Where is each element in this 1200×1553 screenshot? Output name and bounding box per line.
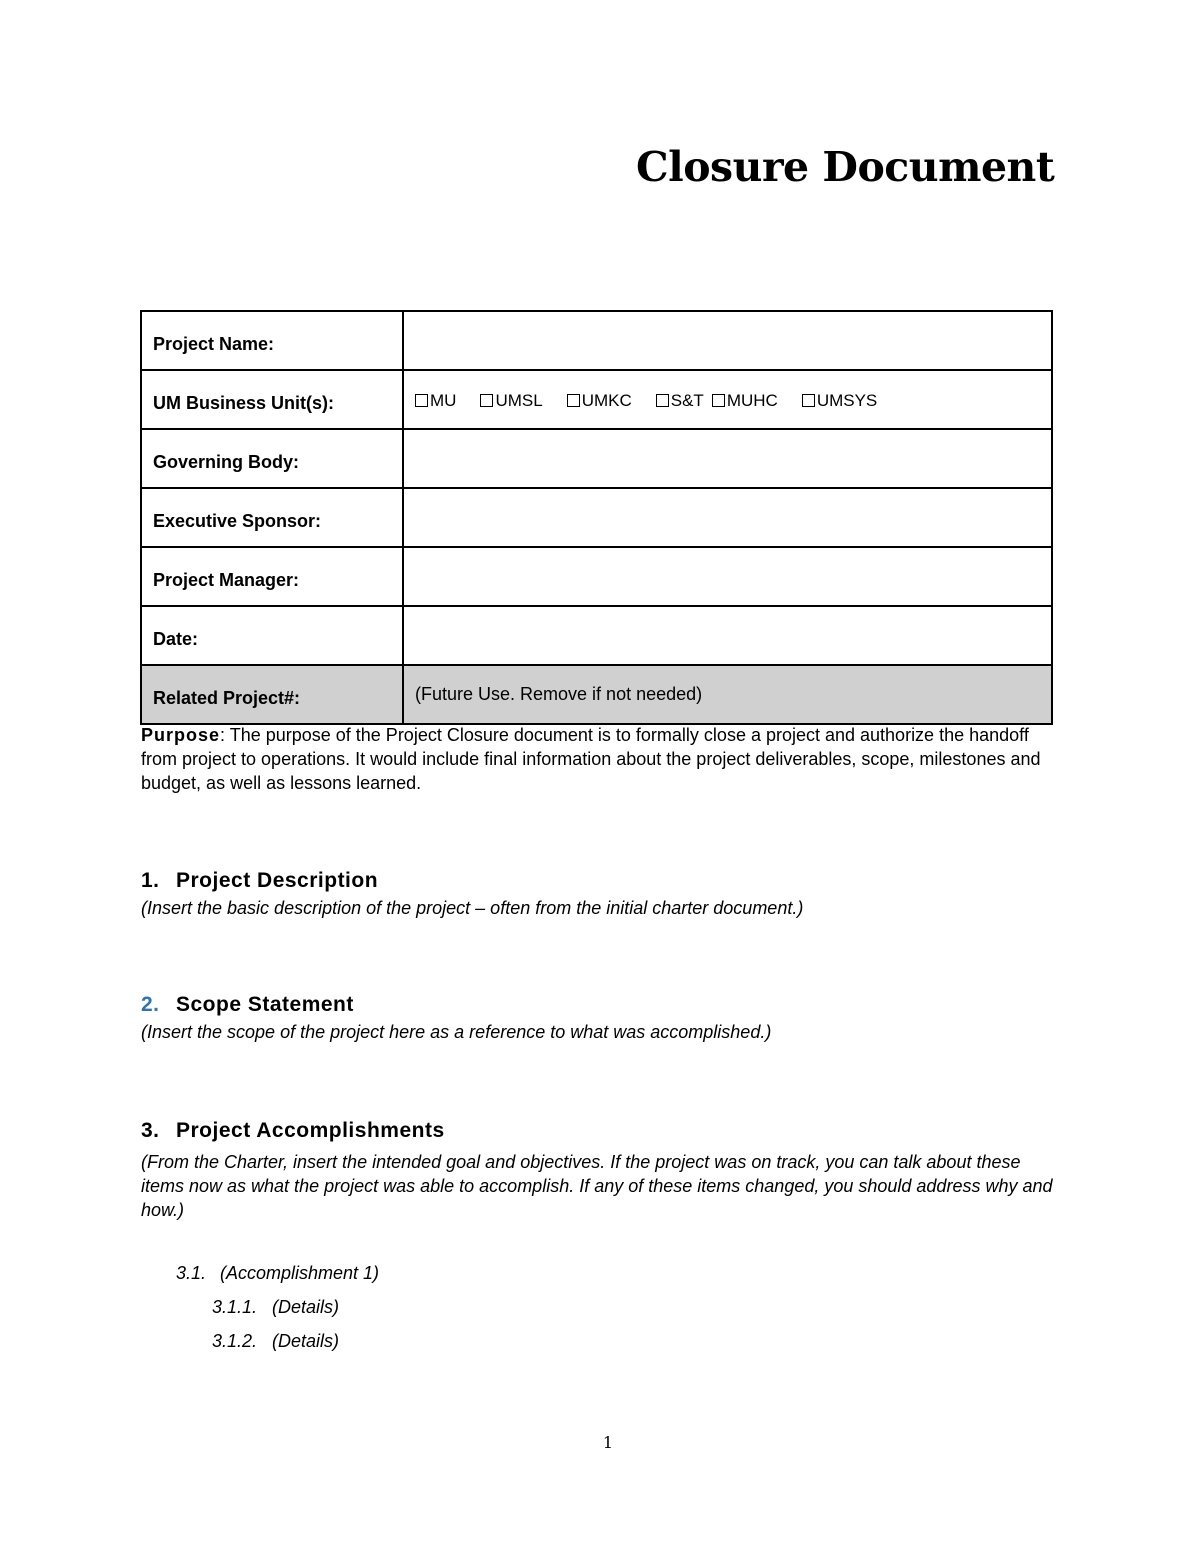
section-heading: 1. Project Description — [141, 869, 379, 892]
related-project-field[interactable]: (Future Use. Remove if not needed) — [403, 665, 1052, 724]
section-body: (Insert the basic description of the project – often from the initial charter document.) — [141, 898, 804, 918]
purpose-paragraph — [141, 723, 1061, 795]
related-project-row — [141, 665, 1052, 724]
checkbox-icon — [480, 394, 493, 407]
document-title: Closure Document — [636, 143, 1055, 191]
checkbox-icon — [567, 394, 580, 407]
subitem-details: 3.1.1. (Details) — [212, 1297, 340, 1317]
section-project-description — [141, 868, 1061, 920]
date-field[interactable] — [403, 606, 1052, 665]
business-unit-mu[interactable]: MU — [415, 391, 456, 411]
date-row — [141, 606, 1052, 665]
project-manager-field[interactable] — [403, 547, 1052, 606]
purpose-label: Purpose — [141, 725, 221, 745]
purpose-text: : The purpose of the Project Closure document is to formally close a project and authorize the handoff from project to operations. It would include final information about the project deliverables, scope, milestones and budget, as well as lessons learned. — [141, 725, 1041, 793]
project-info-table — [140, 310, 1053, 725]
executive-sponsor-field[interactable] — [403, 488, 1052, 547]
checkbox-icon — [415, 394, 428, 407]
project-name-row — [141, 311, 1052, 370]
section-body: (Insert the scope of the project here as a reference to what was accomplished.) — [141, 1022, 772, 1042]
section-project-accomplishments — [141, 1118, 1061, 1222]
project-manager-label: Project Manager: — [141, 547, 403, 606]
section-heading: 2. Scope Statement — [141, 993, 354, 1016]
executive-sponsor-row — [141, 488, 1052, 547]
subitem-accomplishment: 3.1. (Accomplishment 1) — [176, 1263, 380, 1283]
business-unit-options — [403, 370, 1052, 429]
business-unit-umkc[interactable]: UMKC — [567, 391, 632, 411]
governing-body-row — [141, 429, 1052, 488]
governing-body-label: Governing Body: — [141, 429, 403, 488]
business-unit-st[interactable]: S&T — [656, 391, 704, 411]
checkbox-icon — [656, 394, 669, 407]
project-manager-row — [141, 547, 1052, 606]
subitem-details: 3.1.2. (Details) — [212, 1331, 340, 1351]
section-heading: 3. Project Accomplishments — [141, 1119, 445, 1142]
project-name-field[interactable] — [403, 311, 1052, 370]
project-name-label: Project Name: — [141, 311, 403, 370]
related-project-label: Related Project#: — [141, 665, 403, 724]
checkbox-icon — [712, 394, 725, 407]
section-body: (From the Charter, insert the intended goal and objectives. If the project was on track, you can talk about these items now as what the project was able to accomplish. If any of these items changed, you should address why and how.) — [141, 1152, 1053, 1220]
executive-sponsor-label: Executive Sponsor: — [141, 488, 403, 547]
section-scope-statement — [141, 992, 1061, 1044]
date-label: Date: — [141, 606, 403, 665]
governing-body-field[interactable] — [403, 429, 1052, 488]
business-unit-row — [141, 370, 1052, 429]
business-unit-umsl[interactable]: UMSL — [480, 391, 542, 411]
checkbox-icon — [802, 394, 815, 407]
business-unit-umsys[interactable]: UMSYS — [802, 391, 877, 411]
business-unit-label: UM Business Unit(s): — [141, 370, 403, 429]
business-unit-muhc[interactable]: MUHC — [712, 391, 778, 411]
page-number: 1 — [602, 1433, 614, 1452]
